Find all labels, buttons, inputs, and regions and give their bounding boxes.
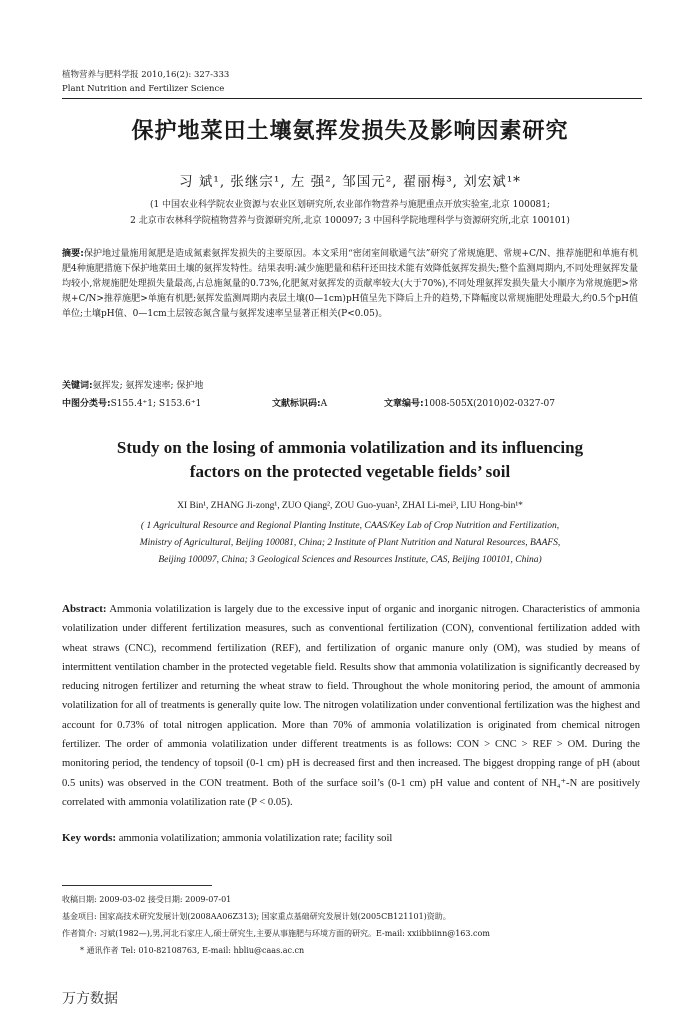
clc-number [62,396,201,409]
keywords-en-text: ammonia volatilization; ammonia volatilization rate; facility soil [118,833,393,844]
keywords-cn-label: 关键词: [62,381,93,391]
title-en-line-1: Study on the losing of ammonia volatilization and its influencing [116,438,584,457]
doc-label: 文献标识码: [272,399,321,409]
authors-en: XI Bin¹, ZHANG Ji-zong¹, ZUO Qiang², ZOU Guo-yuan², ZHAI Li-mei³, LIU Hong-bin¹* [177,501,523,511]
clc-value: S155.4⁺1; S153.6⁺1 [110,399,202,409]
abstract-en-text: Ammonia volatilization is largely due to the excessive input of organic and inorganic nitrogen. Characteristics of ammonia volatilization under different fertilization measures, such as conventional fertilization (CON), conventional fertilization added with wheat straws (CNC), recommend fertilization (REF), and fertilization of organic manure only (OM), was studied by means of intermittent ventilation chamber in the protected vegetable field. Results show that ammonia volatilization is significantly decreased by reducing nitrogen fertilizer and returning the wheat straw to field. Throughout the whole monitoring period, the amount of ammonia volatilization for all of treatments is generally quite low. The nitrogen volatilization under conventional fertilization was the highest and account for 0.73% of total nitrogen application. More than 70% of ammonia volatilization is originated from chemical nitrogen fertilizer. The order of ammonia volatilization under different treatments is as follows: CON > CNC > REF > OM. During the monitoring period, the tendency of topsoil (0-1 cm) pH is decreased first and then increased. The biggest dropping range of pH (about 0.5 units) was observed in the CON treatment. Both of the surface soil’s (0-1 cm) pH value and content of NH₄⁺-N are positively correlated with ammonia volatilization rate (P < 0.05). [62,604,640,808]
doc-code [272,396,327,409]
keywords-cn [62,378,203,391]
abstract-cn-text: 保护地过量施用氮肥是造成氮素氨挥发损失的主要原因。本文采用“密闭室间歇通气法”研究了常规施肥、常规+C/N、推荐施肥和单施有机肥4种施肥措施下保护地菜田土壤的氨挥发特性。结果表明:减少施肥量和秸秆还田技术能有效降低氨挥发损失;整个监测周期内,不同处理氨挥发量均较小,常规施肥处理损失量最高,占总施氮量的0.73%,化肥氮对氨挥发的贡献率较大(大于70%),不同处理氨挥发损失量大小顺序为常规施肥>常规+C/N>推荐施肥>单施有机肥;氨挥发监测周期内表层土壤(0—1cm)pH值呈先下降后上升的趋势,下降幅度以常规施肥处理最大,约0.5个pH值单位;土壤pH值、0—1cm土层铵态氮含量与氨挥发速率呈显著正相关(P<0.05)。 [62,249,638,319]
footnote-received: 收稿日期: 2009-03-02 接受日期: 2009-07-01 [62,895,232,904]
article-value: 1008-505X(2010)02-0327-07 [423,399,555,409]
affiliation-en-2: Ministry of Agricultural, Beijing 100081, China; 2 Institute of Plant Nutrition and Natural Resources, BAAFS, [139,538,561,548]
keywords-cn-text: 氨挥发; 氨挥发速率; 保护地 [92,381,204,391]
keywords-en-label: Key words: [62,832,117,844]
keywords-en [62,832,392,844]
article-number [384,396,555,409]
abstract-en [62,600,640,812]
title-en-line-2: factors on the protected vegetable fields’ soil [189,462,511,481]
affiliation-cn-2: 2 北京市农林科学院植物营养与资源研究所,北京 100097; 3 中国科学院地理科学与资源研究所,北京 100101) [130,216,570,226]
clc-label: 中图分类号: [62,399,111,409]
footnote-corresponding: * 通讯作者 Tel: 010-82108763, E-mail: hbliu@caas.ac.cn [80,946,305,955]
footnote-rule [62,885,212,886]
affiliation-en-3: Beijing 100097, China; 3 Geological Sciences and Resources Institute, CAS, Beijing 100101, China) [158,555,542,565]
title-en [50,436,650,484]
journal-name-en: Plant Nutrition and Fertilizer Science [62,84,225,94]
footnote-author: 作者简介: 习斌(1982—),男,河北石家庄人,硕士研究生,主要从事施肥与环境方面的研究。E-mail: xxiibbiinn@163.com [62,929,490,938]
abstract-en-label: Abstract: [62,603,107,615]
affiliation-cn-1: (1 中国农业科学院农业资源与农业区划研究所,农业部作物营养与施肥重点开放实验室,北京 100081; [149,200,551,210]
journal-header [62,68,229,96]
abstract-cn [62,247,638,322]
watermark: 万方数据 [62,991,118,1007]
header-rule [62,98,642,99]
footnote-funding: 基金项目: 国家高技术研究发展计划(2008AA06Z313); 国家重点基础研究发展计划(2005CB121101)资助。 [62,912,451,921]
abstract-cn-label: 摘要: [62,249,84,259]
affiliation-en-1: ( 1 Agricultural Resource and Regional Planting Institute, CAAS/Key Lab of Crop Nutrition and Fertilization, [140,521,560,531]
authors-cn: 习 斌¹, 张继宗¹, 左 强², 邹国元², 翟丽梅³, 刘宏斌¹* [179,174,521,190]
article-label: 文章编号: [384,399,424,409]
title-cn: 保护地菜田土壤氨挥发损失及影响因素研究 [131,119,569,144]
doc-value: A [320,399,328,409]
journal-name-cn: 植物营养与肥料学报 2010,16(2): 327-333 [62,70,230,80]
